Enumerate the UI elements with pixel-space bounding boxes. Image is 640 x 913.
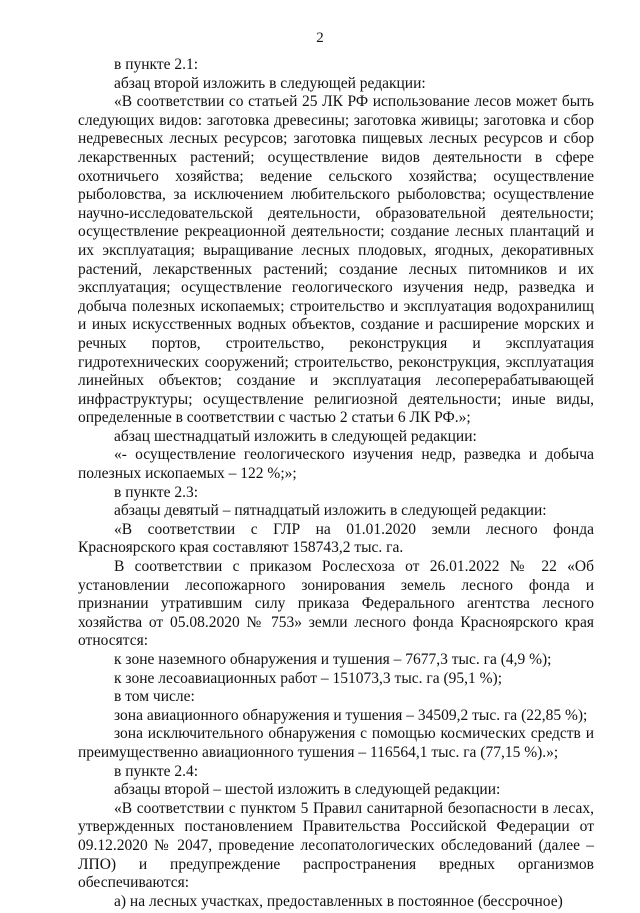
paragraph-including: в том числе: — [114, 688, 195, 706]
paragraph-instruction: абзац шестнадцатый изложить в следующей редакции: — [114, 427, 477, 445]
page-number: 2 — [316, 30, 324, 46]
paragraph-forest-fund-area: «В соответствии с ГЛР на 01.01.2020 земли лесного фонда Красноярского края составляют 158743,2 тыс. га. — [78, 520, 594, 557]
paragraph-instruction: абзац второй изложить в следующей редакции: — [114, 74, 426, 92]
document-body — [78, 56, 594, 911]
paragraph-instruction: абзацы девятый – пятнадцатый изложить в следующей редакции: — [114, 502, 547, 520]
paragraph-section-2-3: в пункте 2.3: — [114, 483, 199, 501]
paragraph-aviation-zone: к зоне лесоавиационных работ – 151073,3 тыс. га (95,1 %); — [114, 669, 503, 687]
paragraph-instruction: абзацы второй – шестой изложить в следующей редакции: — [114, 781, 501, 799]
paragraph-forest-use-types: «В соответствии со статьей 25 ЛК РФ использование лесов может быть следующих видов: заготовка древесины; заготовка живицы; заготовка и сбор недревесных лесных ресурсов; заготовка пищевых лесных ресурсов и сбор лекарственных растений; осуществление видов деятельности в сфере охотничьего хозяйства; ведение сельского хозяйства; осуществление рыболовства, за исключением любительского рыболовства; осуществление научно-исследовательской деятельности, образовательной деятельности; осуществление рекреационной деятельности; создание лесных плантаций и их эксплуатация; выращивание лесных плодовых, ягодных, декоративных растений, лекарственных растений; создание лесных питомников и их эксплуатация; осуществление геологического изучения недр, разведка и добыча полезных ископаемых; строительство и эксплуатация водохранилищ и иных искусственных водных объектов, создание и расширение морских и речных портов, строительство, реконструкция и эксплуатация гидротехнических сооружений; строительство, реконструкция, эксплуатация линейных объектов; создание и эксплуатация лесоперерабатывающей инфраструктуры; осуществление религиозной деятельности; иные виды, определенные в соответствии с частью 2 статьи 6 ЛК РФ.»; — [78, 93, 594, 427]
paragraph-aviation-detection-zone: зона авиационного обнаружения и тушения – 34509,2 тыс. га (22,85 %); — [114, 706, 588, 724]
paragraph-section-2-4: в пункте 2.4: — [114, 762, 199, 780]
paragraph-ground-zone: к зоне наземного обнаружения и тушения – 7677,3 тыс. га (4,9 %); — [114, 651, 552, 668]
paragraph-item-a: а) на лесных участках, предоставленных в постоянное (бессрочное) — [114, 892, 563, 910]
paragraph-section-2-1: в пункте 2.1: — [114, 56, 199, 73]
paragraph-fire-zoning-order: В соответствии с приказом Рослесхоза от 26.01.2022 № 22 «Об установлении лесопожарного зонирования земель лесного фонда и признании утратившим силу приказа Федерального агентства лесного хозяйства от 05.08.2020 № 753» земли лесного фонда Красноярского края относятся: — [78, 558, 594, 650]
paragraph-sanitary-rules: «В соответствии с пунктом 5 Правил санитарной безопасности в лесах, утвержденных постановлением Правительства Российской Федерации от 09.12.2020 № 2047, проведение лесопатологических обследований (далее – ЛПО) и предупреждение распространения вредных организмов обеспечиваются: — [78, 799, 594, 892]
paragraph-space-detection-zone: зона исключительного обнаружения с помощью космических средств и преимущественно авиационного тушения – 116564,1 тыс. га (77,15 %).»; — [78, 725, 594, 761]
paragraph-geology: «- осуществление геологического изучения недр, разведка и добыча полезных ископаемых – 122 %;»; — [78, 446, 594, 483]
